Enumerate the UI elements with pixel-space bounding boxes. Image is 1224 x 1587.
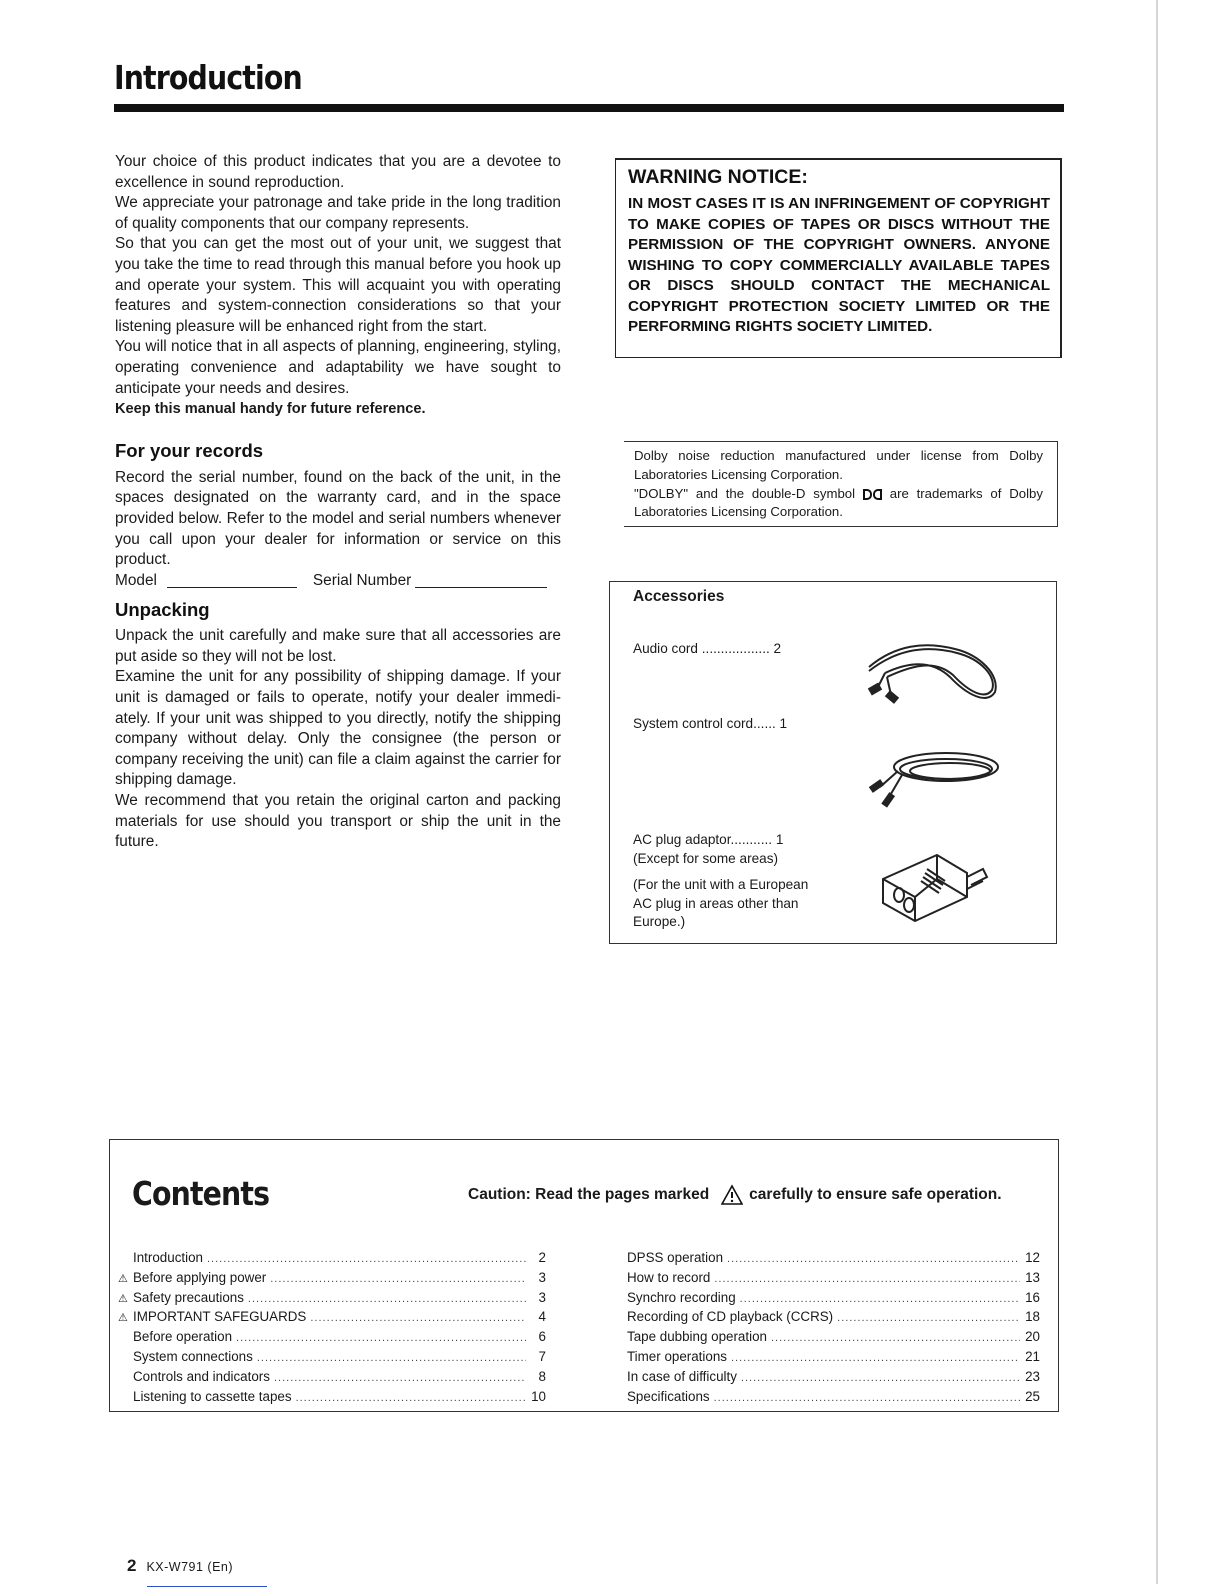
warning-title: WARNING NOTICE: xyxy=(628,166,808,188)
leader-dots xyxy=(771,1329,1020,1348)
model-serial-line xyxy=(115,571,561,592)
contents-title: Contents xyxy=(132,1174,270,1213)
contents-entry-page: 20 xyxy=(1025,1329,1040,1345)
contents-entry-page: 3 xyxy=(538,1289,546,1305)
intro-paragraph: So that you can get the most out of your unit, we suggest that you take the time to read through this manual before you hook up and operate your system. This will acquaint you with operating features and system-connection considerations so that your listening pleasure will be enhanced right from the start. xyxy=(115,235,561,335)
contents-entry-label: Tape dubbing operation xyxy=(627,1329,767,1345)
leader-dots xyxy=(714,1270,1020,1289)
contents-entry xyxy=(118,1368,546,1388)
contents-entry xyxy=(612,1348,1040,1368)
accessory-note: (For the unit with a European AC plug in areas other than Europe.) xyxy=(633,877,809,929)
accessory-audio-cord: Audio cord .................. 2 xyxy=(633,641,782,656)
records-text: Record the serial number, found on the back of the unit, in the spaces designated on the warranty card, and in the space provided below. Refer to the model and serial numbers whenever you call upon your dealer for information or service on this product. xyxy=(115,468,561,569)
model-code: KX-W791 (En) xyxy=(146,1560,234,1574)
contents-entry-page: 7 xyxy=(538,1348,546,1364)
model-blank xyxy=(167,573,297,588)
leader-dots xyxy=(727,1250,1020,1269)
contents-list-right xyxy=(612,1249,1040,1407)
contents-entry-label: Synchro recording xyxy=(627,1289,736,1305)
page-number: 2 xyxy=(127,1556,137,1575)
contents-entry-page: 18 xyxy=(1025,1309,1040,1325)
contents-entry xyxy=(612,1249,1040,1269)
page-edge xyxy=(1156,0,1158,1584)
leader-dots xyxy=(837,1309,1020,1328)
contents-entry-label: Specifications xyxy=(627,1388,710,1404)
leader-dots xyxy=(296,1389,526,1408)
contents-entry-label: Recording of CD playback (CCRS) xyxy=(627,1309,834,1325)
warning-text: IN MOST CASES IT IS AN INFRINGEMENT OF COPYRIGHT TO MAKE COPIES OF TAPES OR DISCS WITHOUT THE PERMISSION OF THE COPYRIGHT OWNERS. ANYONE WISHING TO COPY COMMERCIALLY AVAILABLE TAPES OR DISCS SHOULD CONTACT THE MECHANICAL COPYRIGHT PROTECTION SOCIETY LIMITED OR THE PERFORMING RIGHTS SOCIETY LIMITED. xyxy=(628,195,1050,335)
warning-notice-box xyxy=(615,158,1062,358)
contents-entry-page: 6 xyxy=(538,1329,546,1345)
contents-entry-page: 4 xyxy=(538,1309,546,1325)
caution-text: carefully to ensure safe operation. xyxy=(749,1186,1002,1203)
contents-entry-page: 8 xyxy=(538,1368,546,1384)
leader-dots xyxy=(731,1349,1020,1368)
contents-entry xyxy=(612,1368,1040,1388)
intro-column xyxy=(115,152,561,853)
leader-dots xyxy=(257,1349,526,1368)
unpacking-paragraph: Unpack the unit carefully and make sure that all accessories are put aside so they will not be lost. xyxy=(115,627,561,665)
caution-text: Caution: Read the pages marked xyxy=(468,1186,710,1203)
contents-entry xyxy=(118,1269,546,1289)
contents-entry xyxy=(118,1328,546,1348)
contents-box xyxy=(109,1139,1059,1412)
dolby-text: "DOLBY" and the double-D symbol xyxy=(634,485,856,501)
page-title: Introduction xyxy=(114,58,302,97)
contents-entry-label: Controls and indicators xyxy=(133,1368,270,1384)
contents-entry-page: 12 xyxy=(1025,1250,1040,1265)
contents-entry-label: In case of difficulty xyxy=(627,1368,737,1384)
contents-entry xyxy=(118,1289,546,1309)
leader-dots xyxy=(207,1250,526,1269)
intro-paragraph: You will notice that in all aspects of planning, engineering, styling, operating convenience and adaptability we have sought to anticipate your needs and desires. xyxy=(115,338,561,397)
page-footer xyxy=(127,1556,233,1576)
contents-entry xyxy=(118,1308,546,1328)
contents-entry xyxy=(612,1289,1040,1309)
contents-list-left xyxy=(118,1249,546,1407)
contents-entry-label: System connections xyxy=(133,1348,253,1364)
leader-dots xyxy=(741,1369,1020,1388)
dolby-text: are trademarks of Dolby Laboratories Licensing Corporation. xyxy=(634,485,1043,520)
accessory-ac-plug-adaptor: AC plug adaptor........... 1 xyxy=(633,832,784,847)
accessories-box xyxy=(609,581,1057,944)
dolby-line: Dolby noise reduction manufactured under license from Dolby Laboratories Licensing Corporation. xyxy=(634,448,1043,482)
unpacking-paragraph: We recommend that you retain the original carton and packing materials for use should you transport or ship the unit in the future. xyxy=(115,792,561,851)
keep-handy-note: Keep this manual handy for future reference. xyxy=(115,401,426,418)
warning-triangle-icon: ⚠ xyxy=(118,1272,128,1285)
contents-entry-page: 25 xyxy=(1025,1388,1040,1404)
records-heading: For your records xyxy=(115,439,264,461)
system-control-cord-icon xyxy=(858,737,1008,817)
ac-plug-adaptor-icon xyxy=(875,847,1005,927)
accessory-note: (Except for some areas) xyxy=(633,851,779,866)
unpacking-heading: Unpacking xyxy=(115,599,210,621)
contents-entry-page: 21 xyxy=(1025,1348,1040,1364)
contents-entry-label: Listening to cassette tapes xyxy=(133,1388,292,1404)
contents-entry-page: 3 xyxy=(538,1269,546,1285)
model-label: Model xyxy=(115,571,157,589)
contents-entry-label: How to record xyxy=(627,1269,711,1285)
leader-dots xyxy=(740,1290,1020,1309)
contents-entry-label: Before applying power xyxy=(133,1269,267,1285)
contents-entry-page: 16 xyxy=(1025,1289,1040,1305)
contents-entry xyxy=(612,1328,1040,1348)
accessory-system-control-cord: System control cord...... 1 xyxy=(633,716,788,731)
contents-entry-label: Before operation xyxy=(133,1329,233,1345)
warning-triangle-icon: ⚠ xyxy=(118,1292,128,1305)
contents-entry-page: 13 xyxy=(1025,1269,1040,1285)
title-rule xyxy=(114,104,1064,112)
audio-cord-icon xyxy=(855,637,1005,717)
contents-entry-label: Timer operations xyxy=(627,1348,727,1364)
contents-entry xyxy=(612,1388,1040,1408)
leader-dots xyxy=(310,1309,526,1328)
contents-entry-label: IMPORTANT SAFEGUARDS xyxy=(133,1309,307,1325)
contents-entry-page: 2 xyxy=(538,1250,546,1265)
contents-entry-page: 23 xyxy=(1025,1368,1040,1384)
contents-entry-label: Introduction xyxy=(133,1250,203,1265)
contents-entry xyxy=(118,1249,546,1269)
leader-dots xyxy=(248,1290,526,1309)
double-d-icon xyxy=(863,489,882,500)
dolby-notice-box xyxy=(624,441,1058,527)
accessories-title: Accessories xyxy=(633,588,725,605)
intro-paragraph: Your choice of this product indicates that you are a devotee to excellence in sound reproduction. xyxy=(115,153,561,191)
leader-dots xyxy=(270,1270,526,1289)
contents-entry xyxy=(118,1348,546,1368)
contents-entry-label: Safety precautions xyxy=(133,1289,244,1305)
warning-triangle-icon: ⚠ xyxy=(118,1312,128,1325)
caution-line xyxy=(468,1184,1002,1206)
contents-entry-page: 10 xyxy=(531,1388,546,1404)
contents-entry xyxy=(118,1388,546,1408)
intro-paragraph: We appreciate your patronage and take pride in the long tradition of quality components that our company represents. xyxy=(115,194,561,232)
unpacking-paragraph: Examine the unit for any possibility of shipping damage. If your unit is damaged or fails to operate, notify your dealer immediately. If your unit was shipped to you directly, notify the shipping company without delay. Only the consignee (the person or company receiving the unit) can file a claim against the carrier for shipping damage. xyxy=(115,668,561,789)
contents-entry xyxy=(612,1308,1040,1328)
warning-triangle-icon xyxy=(721,1184,743,1206)
leader-dots xyxy=(274,1369,526,1388)
serial-label: Serial Number xyxy=(312,571,412,589)
leader-dots xyxy=(236,1329,526,1348)
contents-entry xyxy=(612,1269,1040,1289)
dolby-trademark-line xyxy=(634,485,1043,523)
serial-blank xyxy=(415,573,547,588)
leader-dots xyxy=(714,1389,1020,1408)
contents-entry-label: DPSS operation xyxy=(627,1250,724,1265)
